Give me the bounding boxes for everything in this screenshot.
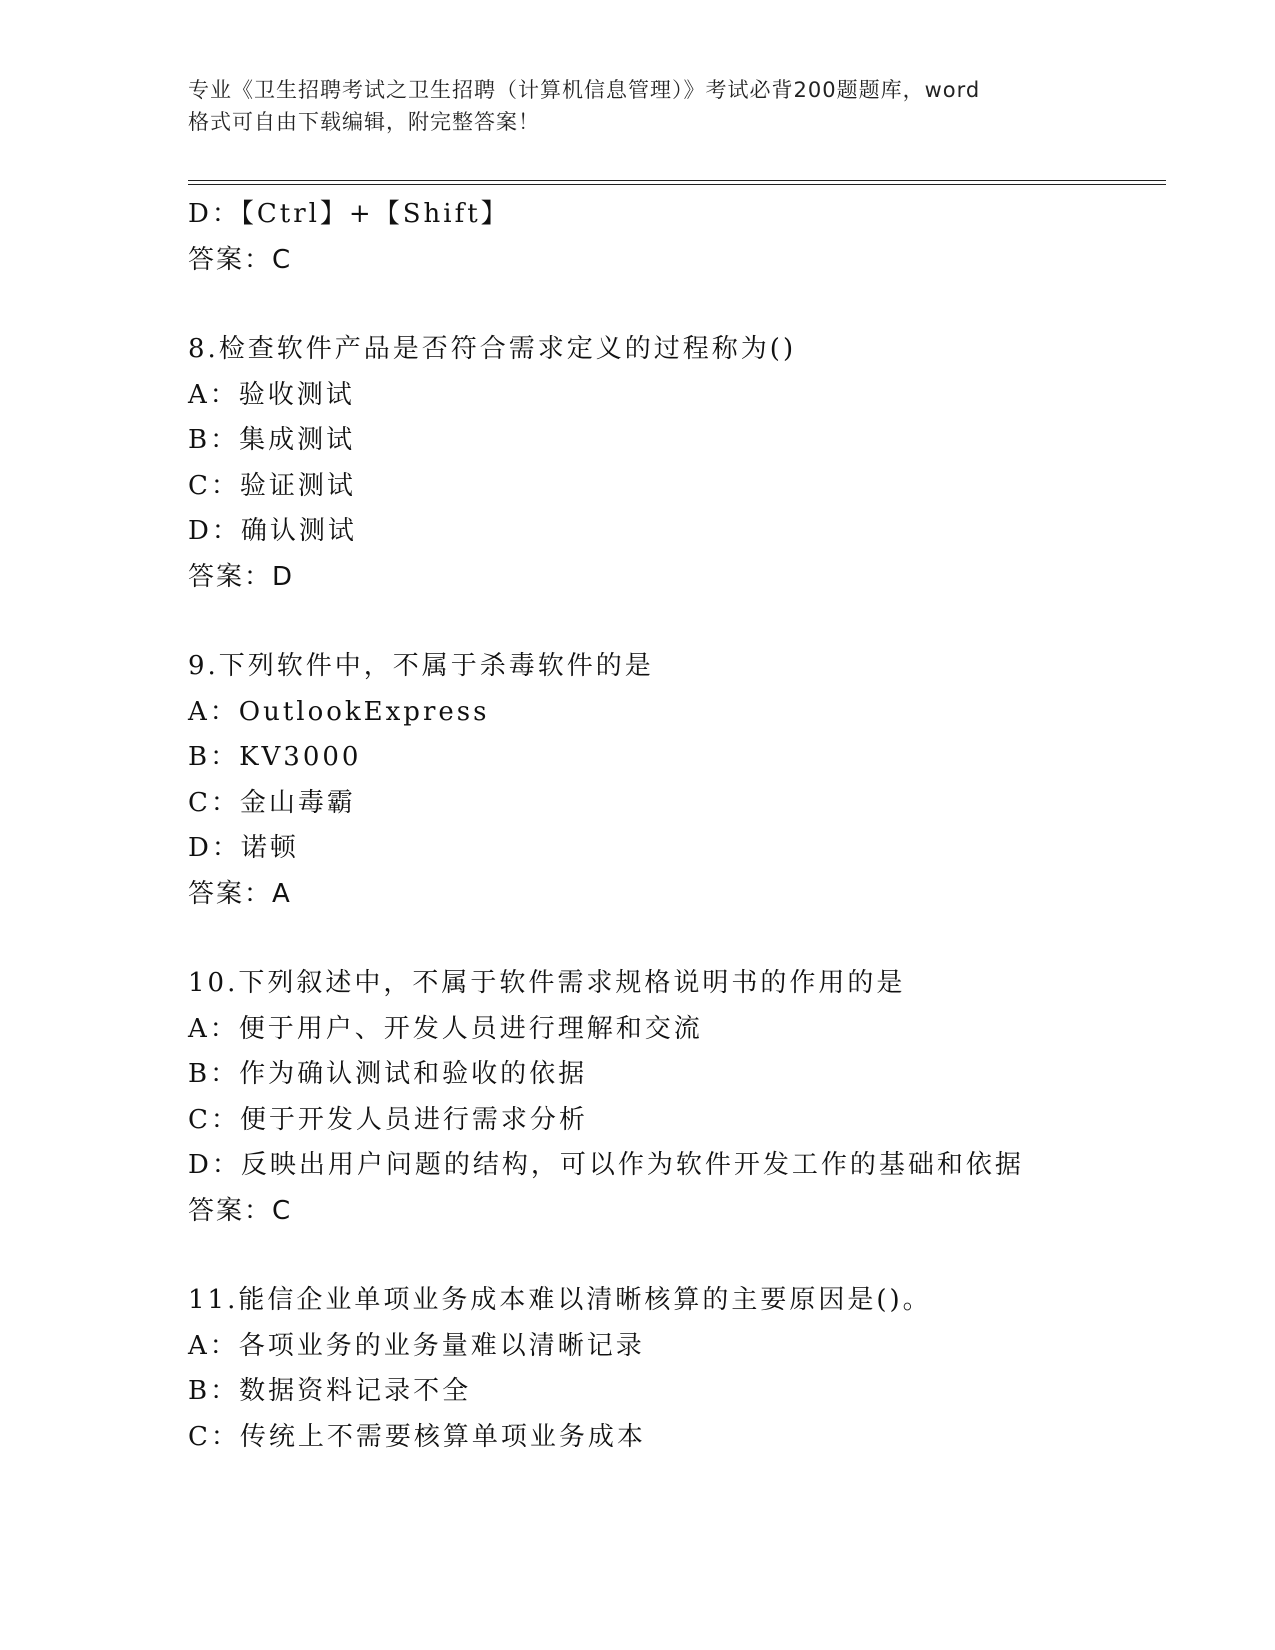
question-9 xyxy=(188,644,1188,917)
option-b: B：KV3000 xyxy=(188,742,362,772)
option-a: A：各项业务的业务量难以清晰记录 xyxy=(188,1330,645,1361)
option-d: D：确认测试 xyxy=(188,516,357,546)
option-b: B：作为确认测试和验收的依据 xyxy=(188,1059,588,1089)
prev-option-d: D：【Ctrl】+【Shift】 xyxy=(188,199,510,229)
header-divider-bottom xyxy=(188,184,1166,185)
option-b: B：数据资料记录不全 xyxy=(188,1376,472,1406)
option-c: C：便于开发人员进行需求分析 xyxy=(188,1104,588,1135)
spacer xyxy=(188,917,1188,961)
question-title: 8.检查软件产品是否符合需求定义的过程称为() xyxy=(188,334,797,364)
answer: 答案：A xyxy=(188,878,292,909)
option-a: A：验收测试 xyxy=(188,379,355,410)
spacer xyxy=(188,1234,1188,1278)
option-d: D：诺顿 xyxy=(188,833,299,863)
question-10 xyxy=(188,961,1188,1234)
question-title: 11.能信企业单项业务成本难以清晰核算的主要原因是()。 xyxy=(188,1285,932,1315)
header-divider-top xyxy=(188,180,1166,181)
header-line-2: 格式可自由下载编辑，附完整答案！ xyxy=(188,110,540,134)
header-line-1: 专业《卫生招聘考试之卫生招聘（计算机信息管理）》考试必背200题题库，word xyxy=(188,78,981,102)
question-8 xyxy=(188,327,1188,600)
option-a: A：便于用户、开发人员进行理解和交流 xyxy=(188,1013,703,1044)
document-header xyxy=(188,74,1088,138)
option-c: C：金山毒霸 xyxy=(188,787,356,818)
option-a: A：OutlookExpress xyxy=(188,696,490,727)
option-d: D：反映出用户问题的结构，可以作为软件开发工作的基础和依据 xyxy=(188,1150,1024,1180)
spacer xyxy=(188,283,1188,327)
question-title: 10.下列叙述中，不属于软件需求规格说明书的作用的是 xyxy=(188,968,906,998)
option-c: C：验证测试 xyxy=(188,470,356,501)
answer: 答案：D xyxy=(188,561,295,592)
option-b: B：集成测试 xyxy=(188,425,356,455)
question-title: 9.下列软件中，不属于杀毒软件的是 xyxy=(188,651,654,681)
option-c: C：传统上不需要核算单项业务成本 xyxy=(188,1421,646,1452)
question-list xyxy=(188,192,1188,1460)
question-11 xyxy=(188,1278,1188,1460)
spacer xyxy=(188,600,1188,644)
answer: 答案：C xyxy=(188,1195,293,1226)
prev-answer: 答案：C xyxy=(188,244,293,275)
